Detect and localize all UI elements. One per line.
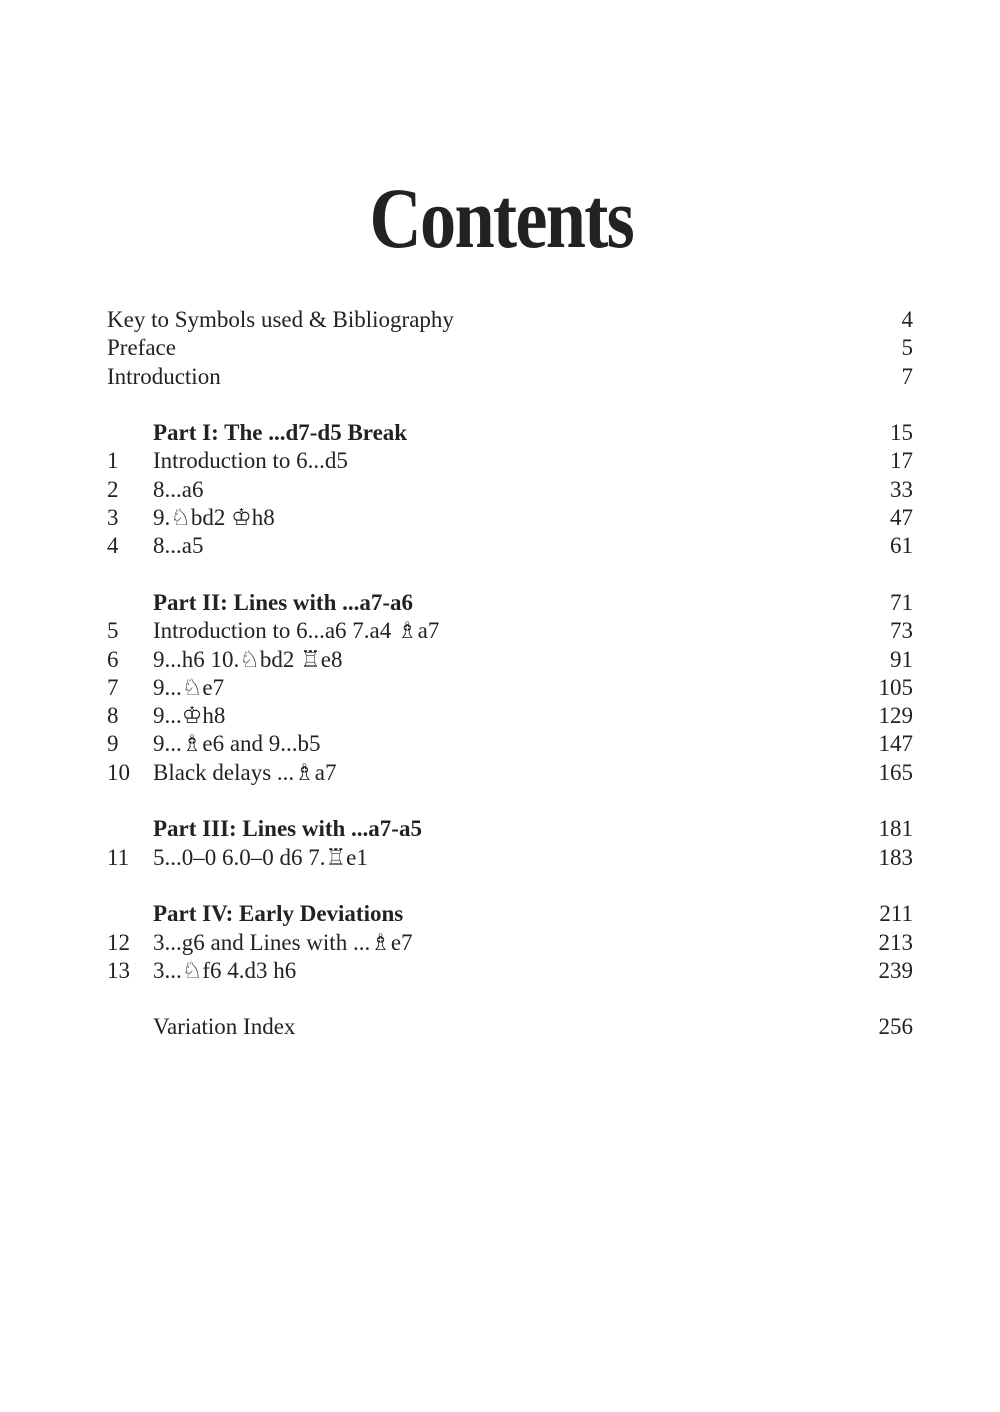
toc-chapter-entry[interactable] [107, 759, 913, 787]
toc-chapter-number: 2 [107, 476, 119, 502]
toc-chapter-number: 1 [107, 448, 119, 474]
toc-chapter-entry[interactable] [107, 957, 913, 985]
toc-chapter-number: 4 [107, 533, 119, 559]
toc-chapter-number: 8 [107, 703, 119, 729]
toc-part-page: 15 [890, 420, 913, 446]
toc-part-title: Part II: Lines with ...a7-a6 [153, 589, 414, 615]
toc-chapter-title: 9.♘bd2 ♔h8 [153, 505, 275, 531]
toc-chapter-title: 3...g6 and Lines with ...♗e7 [153, 929, 413, 955]
toc-chapter-page: 147 [878, 731, 913, 757]
toc-chapter-number: 11 [107, 844, 130, 870]
toc-chapter-title: 5...0–0 6.0–0 d6 7.♖e1 [153, 844, 368, 870]
toc-part-title: Part IV: Early Deviations [153, 901, 404, 927]
toc-chapter-page: 17 [890, 448, 913, 474]
toc-chapter-title: 9...h6 10.♘bd2 ♖e8 [153, 646, 343, 672]
toc-entry-title: Introduction [107, 363, 221, 389]
toc-chapter-entry[interactable] [107, 730, 913, 758]
toc-entry-preface[interactable] [107, 334, 913, 362]
toc-chapter-entry[interactable] [107, 674, 913, 702]
toc-entry-title: Key to Symbols used & Bibliography [107, 307, 454, 332]
toc-chapter-page: 183 [878, 844, 913, 870]
toc-chapter-entry[interactable] [107, 844, 913, 872]
toc-chapter-page: 165 [878, 759, 913, 785]
toc-chapter-entry[interactable] [107, 929, 913, 957]
toc-chapter-title: 9...♘e7 [153, 674, 225, 700]
toc-chapter-title: Black delays ...♗a7 [153, 759, 337, 785]
toc-chapter-entry[interactable] [107, 532, 913, 560]
toc-chapter-title: 3...♘f6 4.d3 h6 [153, 957, 297, 983]
toc-chapter-page: 47 [890, 505, 913, 531]
toc-chapter-number: 7 [107, 674, 119, 700]
table-of-contents [107, 306, 913, 1042]
toc-part-page: 181 [878, 816, 913, 842]
toc-chapter-number: 9 [107, 731, 119, 757]
toc-chapter-number: 6 [107, 646, 119, 672]
toc-part-title: Part I: The ...d7-d5 Break [153, 420, 408, 446]
toc-chapter-number: 5 [107, 618, 119, 644]
toc-entry-title: Preface [107, 335, 176, 361]
toc-chapter-entry[interactable] [107, 617, 913, 645]
toc-chapter-page: 91 [890, 646, 913, 672]
toc-chapter-number: 12 [107, 929, 130, 955]
toc-chapter-page: 239 [878, 957, 913, 983]
toc-part-heading[interactable] [107, 589, 913, 617]
toc-part-heading[interactable] [107, 815, 913, 843]
toc-part-title: Part III: Lines with ...a7-a5 [153, 816, 422, 842]
toc-chapter-number: 13 [107, 957, 130, 983]
toc-chapter-number: 3 [107, 505, 119, 531]
toc-chapter-entry[interactable] [107, 504, 913, 532]
toc-chapter-page: 61 [890, 533, 913, 559]
toc-chapter-page: 213 [878, 929, 913, 955]
toc-chapter-title: Introduction to 6...a6 7.a4 ♗a7 [153, 618, 440, 644]
toc-chapter-entry[interactable] [107, 646, 913, 674]
page-title: Contents [369, 169, 634, 266]
toc-chapter-title: 9...♔h8 [153, 703, 226, 729]
toc-chapter-entry[interactable] [107, 476, 913, 504]
toc-entry-introduction[interactable] [107, 363, 913, 391]
toc-chapter-entry[interactable] [107, 447, 913, 475]
toc-chapter-title: 8...a5 [153, 533, 204, 559]
toc-chapter-title: Introduction to 6...d5 [153, 448, 348, 474]
toc-part-page: 71 [890, 589, 913, 615]
toc-chapter-page: 33 [890, 476, 913, 502]
toc-entry-key-to-symbols[interactable] [107, 306, 913, 334]
toc-part-page: 211 [879, 901, 913, 927]
toc-entry-page: 4 [901, 307, 913, 332]
toc-chapter-title: 8...a6 [153, 476, 204, 502]
toc-entry-page: 256 [878, 1014, 913, 1040]
toc-part-heading[interactable] [107, 419, 913, 447]
toc-entry-page: 7 [901, 363, 913, 389]
toc-entry-title: Variation Index [153, 1014, 296, 1040]
toc-chapter-page: 129 [878, 703, 913, 729]
toc-chapter-title: 9...♗e6 and 9...b5 [153, 731, 321, 757]
toc-chapter-entry[interactable] [107, 702, 913, 730]
toc-part-heading[interactable] [107, 900, 913, 928]
toc-entry-page: 5 [901, 335, 913, 361]
toc-chapter-page: 105 [878, 674, 913, 700]
toc-chapter-page: 73 [890, 618, 913, 644]
toc-chapter-number: 10 [107, 759, 130, 785]
toc-entry-variation-index[interactable] [107, 1013, 913, 1041]
